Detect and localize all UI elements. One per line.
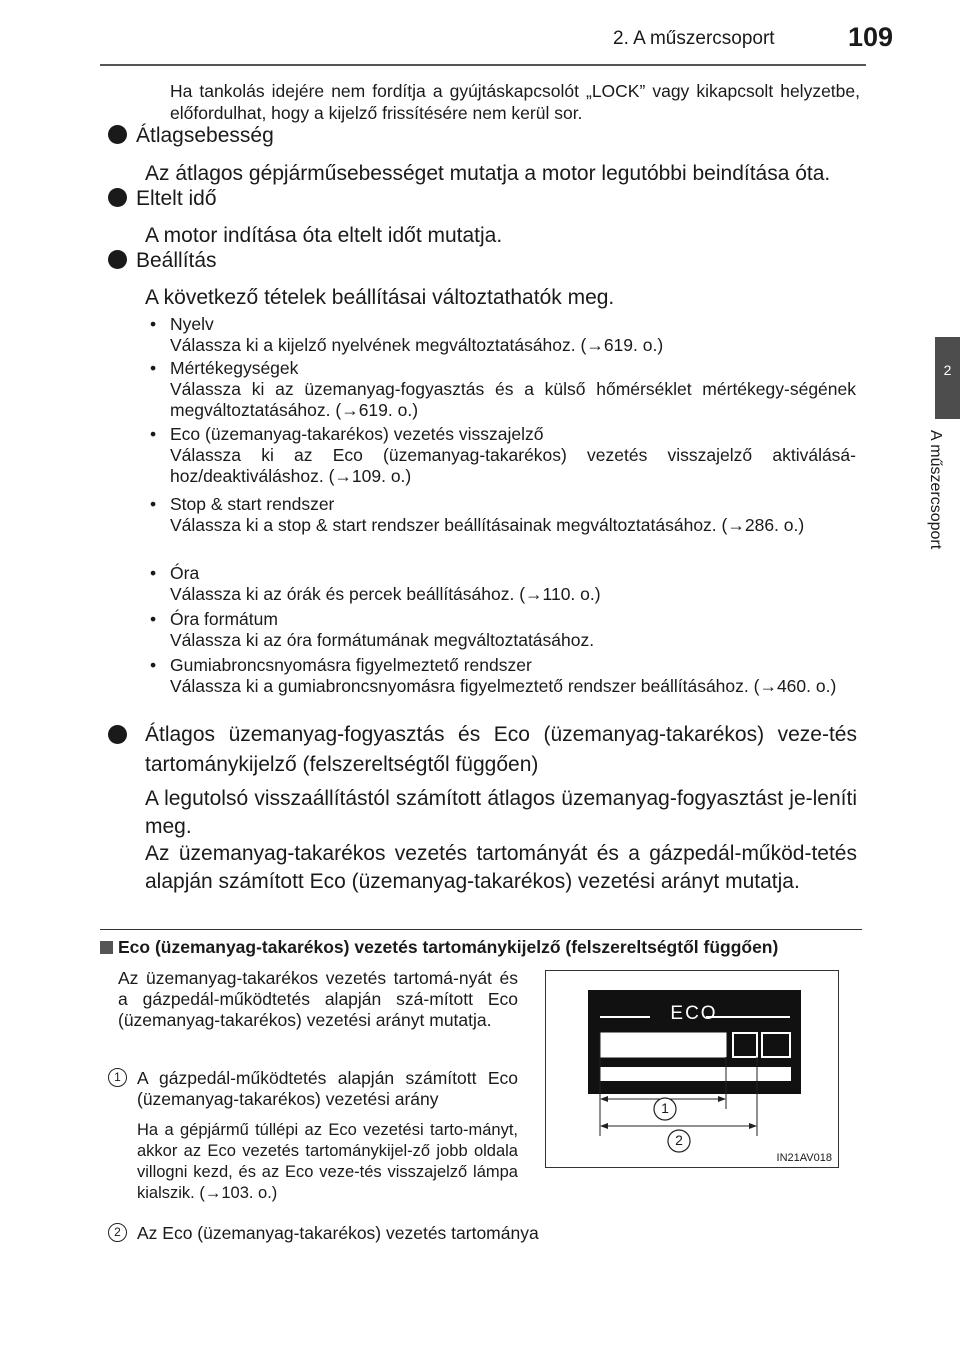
eco-display-label: ECO xyxy=(670,1003,718,1024)
section-title-text: Eltelt idő xyxy=(136,187,217,210)
settings-item-desc: Válassza ki a gumiabroncsnyomásra figyelmeztető rendszer beállításához. (→460. o.) xyxy=(170,676,837,696)
eco-display-illustration xyxy=(546,971,838,1167)
eco-item1-text: A gázpedál-működtetés alapján számított Eco (üzemanyag-takarékos) vezetési arány xyxy=(137,1068,518,1109)
list-dot: • xyxy=(150,655,157,675)
figure-callout-1: 1 xyxy=(661,1100,669,1116)
callout-number-2: 2 xyxy=(108,1223,127,1242)
side-tab-block xyxy=(935,337,960,419)
figure-callout-2: 2 xyxy=(675,1132,683,1148)
settings-item-desc: Válassza ki a kijelző nyelvének megváltoztatásához. (→619. o.) xyxy=(170,335,664,355)
settings-item-desc: Válassza ki a stop & start rendszer beállításainak megváltoztatásához. (→286. o.) xyxy=(170,515,805,535)
eco-heading xyxy=(100,937,778,958)
settings-item-language xyxy=(150,314,856,356)
section-settings-title xyxy=(108,249,217,273)
section-title-text: Átlagsebesség xyxy=(136,124,274,147)
settings-item-title: Eco (üzemanyag-takarékos) vezetés visszajelző xyxy=(170,424,544,444)
settings-item-units xyxy=(150,358,856,421)
side-tab-label xyxy=(918,430,948,600)
settings-item-title: Gumiabroncsnyomásra figyelmeztető rendszer xyxy=(170,655,532,675)
settings-item-clock-format xyxy=(150,609,856,651)
page-number: 109 xyxy=(848,22,894,52)
bullet-icon xyxy=(108,250,127,269)
bullet-icon xyxy=(108,188,127,207)
settings-item-desc: Válassza ki az óra formátumának megváltoztatásához. xyxy=(170,630,595,650)
header-rule xyxy=(100,64,866,66)
list-dot: • xyxy=(150,563,157,583)
section-title: 2. A műszercsoport xyxy=(613,28,775,49)
section-fuel-eco-title xyxy=(108,720,858,780)
settings-item-tire-pressure xyxy=(150,655,856,697)
settings-item-stop-start xyxy=(150,494,856,536)
settings-item-desc: Válassza ki az órák és percek beállításához. (→110. o.) xyxy=(170,584,601,604)
list-dot: • xyxy=(150,424,157,444)
bullet-icon xyxy=(108,725,127,744)
section-average-speed-text: Az átlagos gépjárműsebességet mutatja a motor legutóbbi beindítása óta. xyxy=(145,162,831,185)
callout-number-1: 1 xyxy=(108,1068,127,1087)
section-settings-text: A következő tételek beállításai változtathatók meg. xyxy=(145,286,615,309)
list-dot: • xyxy=(150,314,157,334)
eco-item2-text: Az Eco (üzemanyag-takarékos) vezetés tartománya xyxy=(137,1223,539,1243)
section-fuel-eco-para1: A legutolsó visszaállítástól számított átlagos üzemanyag-fogyasztást je-leníti meg. xyxy=(145,787,857,838)
settings-item-title: Stop & start rendszer xyxy=(170,494,335,514)
settings-item-title: Mértékegységek xyxy=(170,358,299,378)
square-bullet-icon xyxy=(100,941,113,954)
eco-range-figure xyxy=(545,970,839,1168)
side-tab-label-text: A műszercsoport xyxy=(927,430,944,550)
eco-intro: Az üzemanyag-takarékos vezetés tartomá-nyát és a gázpedál-működtetés alapján szá-mított Eco (üzemanyag-takarékos) vezetési arányt mutatja. xyxy=(118,968,518,1030)
bullet-icon xyxy=(108,125,127,144)
eco-item1-note: Ha a gépjármű túllépi az Eco vezetési tarto-mányt, akkor az Eco vezetés tartománykijel-ző jobb oldala villogni kezd, és az Eco veze-tés visszajelző lámpa kialszik. (→103. o.) xyxy=(137,1121,518,1202)
refuel-note: Ha tankolás idejére nem fordítja a gyújtáskapcsolót „LOCK” vagy kikapcsolt helyzetbe, előfordulhat, hogy a kijelző frissítésére nem kerül sor. xyxy=(170,81,860,123)
section-title-text: Beállítás xyxy=(136,249,217,272)
settings-item-clock xyxy=(150,563,856,605)
settings-item-title: Óra xyxy=(170,563,200,583)
list-dot: • xyxy=(150,494,157,514)
section-fuel-eco-para2: Az üzemanyag-takarékos vezetés tartományát és a gázpedál-működ-tetés alapján számított Eco (üzemanyag-takarékos) vezetési arányt mutatja. xyxy=(145,842,857,893)
list-dot: • xyxy=(150,609,157,629)
settings-item-title: Nyelv xyxy=(170,314,214,334)
figure-code: IN21AV018 xyxy=(776,1152,832,1164)
eco-heading-text: Eco (üzemanyag-takarékos) vezetés tartománykijelző (felszereltségtől függően) xyxy=(118,937,779,957)
section-divider xyxy=(100,929,862,930)
settings-item-eco-indicator xyxy=(150,424,856,487)
settings-item-desc: Válassza ki az üzemanyag-fogyasztás és a külső hőmérséklet mértékegy-ségének megváltoztatásához. (→619. o.) xyxy=(170,379,856,420)
section-title-text: Átlagos üzemanyag-fogyasztás és Eco (üzemanyag-takarékos) veze-tés tartománykijelző (felszereltségtől függően) xyxy=(145,723,857,776)
list-dot: • xyxy=(150,358,157,378)
section-elapsed-time-title xyxy=(108,187,217,211)
section-average-speed-title xyxy=(108,124,274,148)
section-elapsed-time-text: A motor indítása óta eltelt időt mutatja. xyxy=(145,224,503,247)
side-tab-number: 2 xyxy=(943,362,952,378)
settings-item-title: Óra formátum xyxy=(170,609,278,629)
settings-item-desc: Válassza ki az Eco (üzemanyag-takarékos) vezetés visszajelző aktiválásá-hoz/deaktiváláshoz. (→109. o.) xyxy=(170,445,856,486)
